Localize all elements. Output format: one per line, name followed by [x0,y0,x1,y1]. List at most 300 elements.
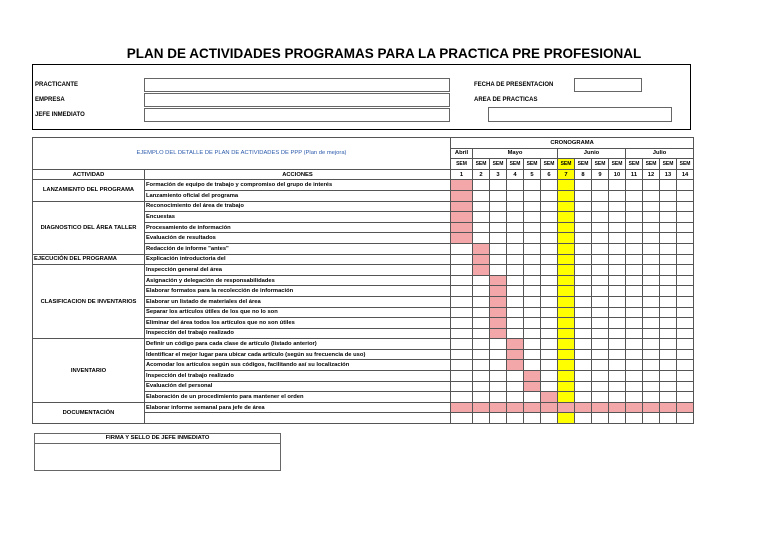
week-cell[interactable] [451,233,473,244]
week-cell[interactable] [558,328,575,339]
week-cell[interactable] [660,180,677,191]
week-cell[interactable] [575,201,592,212]
week-cell[interactable] [592,275,609,286]
week-cell[interactable] [575,371,592,382]
week-cell[interactable] [660,190,677,201]
week-cell[interactable] [609,360,626,371]
week-cell[interactable] [677,180,694,191]
week-cell[interactable] [490,307,507,318]
week-cell[interactable] [490,254,507,265]
week-cell[interactable] [643,339,660,350]
week-cell[interactable] [524,286,541,297]
week-cell[interactable] [592,392,609,403]
week-cell[interactable] [490,339,507,350]
week-cell[interactable] [558,275,575,286]
week-cell[interactable] [643,233,660,244]
week-cell[interactable] [490,286,507,297]
week-cell[interactable] [541,413,558,424]
week-cell[interactable] [541,328,558,339]
week-cell[interactable] [660,307,677,318]
week-cell[interactable] [451,190,473,201]
week-cell[interactable] [643,201,660,212]
week-cell[interactable] [507,339,524,350]
week-cell[interactable] [558,402,575,413]
week-cell[interactable] [592,318,609,329]
week-cell[interactable] [507,371,524,382]
week-cell[interactable] [643,392,660,403]
week-cell[interactable] [643,328,660,339]
week-cell[interactable] [609,233,626,244]
week-cell[interactable] [626,275,643,286]
week-cell[interactable] [626,190,643,201]
week-cell[interactable] [609,339,626,350]
week-cell[interactable] [558,349,575,360]
week-cell[interactable] [677,381,694,392]
week-cell[interactable] [592,402,609,413]
week-cell[interactable] [643,222,660,233]
week-cell[interactable] [558,307,575,318]
week-cell[interactable] [592,286,609,297]
week-cell[interactable] [524,233,541,244]
week-cell[interactable] [473,318,490,329]
week-cell[interactable] [451,381,473,392]
week-cell[interactable] [609,190,626,201]
week-cell[interactable] [558,339,575,350]
week-cell[interactable] [643,318,660,329]
week-cell[interactable] [626,402,643,413]
week-cell[interactable] [558,190,575,201]
week-cell[interactable] [609,413,626,424]
empresa-field[interactable] [144,93,450,107]
week-cell[interactable] [524,328,541,339]
week-cell[interactable] [490,265,507,276]
week-cell[interactable] [575,243,592,254]
week-cell[interactable] [490,180,507,191]
week-cell[interactable] [524,307,541,318]
week-cell[interactable] [490,402,507,413]
week-cell[interactable] [451,328,473,339]
week-cell[interactable] [541,349,558,360]
week-cell[interactable] [524,190,541,201]
week-cell[interactable] [626,392,643,403]
week-cell[interactable] [660,212,677,223]
week-cell[interactable] [643,307,660,318]
week-cell[interactable] [558,212,575,223]
week-cell[interactable] [558,286,575,297]
week-cell[interactable] [592,307,609,318]
week-cell[interactable] [609,402,626,413]
week-cell[interactable] [558,296,575,307]
week-cell[interactable] [660,318,677,329]
week-cell[interactable] [507,286,524,297]
week-cell[interactable] [451,180,473,191]
week-cell[interactable] [507,243,524,254]
week-cell[interactable] [609,254,626,265]
week-cell[interactable] [626,222,643,233]
week-cell[interactable] [451,254,473,265]
jefe-field[interactable] [144,108,450,122]
week-cell[interactable] [677,233,694,244]
week-cell[interactable] [660,381,677,392]
week-cell[interactable] [643,381,660,392]
week-cell[interactable] [490,296,507,307]
week-cell[interactable] [473,371,490,382]
week-cell[interactable] [507,201,524,212]
week-cell[interactable] [609,243,626,254]
week-cell[interactable] [660,265,677,276]
week-cell[interactable] [473,381,490,392]
week-cell[interactable] [490,201,507,212]
week-cell[interactable] [507,349,524,360]
week-cell[interactable] [473,296,490,307]
week-cell[interactable] [473,328,490,339]
week-cell[interactable] [451,349,473,360]
week-cell[interactable] [626,201,643,212]
week-cell[interactable] [524,349,541,360]
week-cell[interactable] [473,190,490,201]
week-cell[interactable] [626,360,643,371]
week-cell[interactable] [473,392,490,403]
week-cell[interactable] [575,180,592,191]
week-cell[interactable] [660,254,677,265]
week-cell[interactable] [677,212,694,223]
week-cell[interactable] [643,286,660,297]
week-cell[interactable] [490,328,507,339]
firma-space[interactable] [35,444,280,470]
week-cell[interactable] [558,243,575,254]
area-field[interactable] [488,107,672,122]
week-cell[interactable] [677,339,694,350]
week-cell[interactable] [507,328,524,339]
week-cell[interactable] [490,222,507,233]
week-cell[interactable] [592,180,609,191]
week-cell[interactable] [626,328,643,339]
week-cell[interactable] [451,392,473,403]
practicante-field[interactable] [144,78,450,92]
week-cell[interactable] [541,180,558,191]
week-cell[interactable] [626,265,643,276]
week-cell[interactable] [592,201,609,212]
week-cell[interactable] [643,349,660,360]
week-cell[interactable] [541,222,558,233]
week-cell[interactable] [660,328,677,339]
week-cell[interactable] [643,413,660,424]
week-cell[interactable] [592,381,609,392]
week-cell[interactable] [609,201,626,212]
week-cell[interactable] [592,360,609,371]
week-cell[interactable] [507,275,524,286]
week-cell[interactable] [524,275,541,286]
week-cell[interactable] [490,413,507,424]
week-cell[interactable] [592,296,609,307]
week-cell[interactable] [507,318,524,329]
week-cell[interactable] [541,243,558,254]
week-cell[interactable] [558,180,575,191]
week-cell[interactable] [592,243,609,254]
week-cell[interactable] [558,265,575,276]
week-cell[interactable] [451,243,473,254]
week-cell[interactable] [490,275,507,286]
week-cell[interactable] [626,318,643,329]
week-cell[interactable] [524,318,541,329]
week-cell[interactable] [592,222,609,233]
week-cell[interactable] [473,349,490,360]
week-cell[interactable] [575,307,592,318]
week-cell[interactable] [609,328,626,339]
week-cell[interactable] [541,339,558,350]
week-cell[interactable] [473,254,490,265]
week-cell[interactable] [558,392,575,403]
week-cell[interactable] [609,212,626,223]
week-cell[interactable] [451,402,473,413]
week-cell[interactable] [575,212,592,223]
week-cell[interactable] [643,243,660,254]
week-cell[interactable] [575,349,592,360]
week-cell[interactable] [473,233,490,244]
week-cell[interactable] [524,265,541,276]
week-cell[interactable] [473,275,490,286]
week-cell[interactable] [609,180,626,191]
week-cell[interactable] [592,413,609,424]
week-cell[interactable] [677,254,694,265]
week-cell[interactable] [643,254,660,265]
week-cell[interactable] [490,371,507,382]
week-cell[interactable] [575,222,592,233]
week-cell[interactable] [609,296,626,307]
week-cell[interactable] [592,233,609,244]
week-cell[interactable] [524,296,541,307]
week-cell[interactable] [490,349,507,360]
week-cell[interactable] [507,402,524,413]
week-cell[interactable] [558,371,575,382]
week-cell[interactable] [626,286,643,297]
week-cell[interactable] [451,307,473,318]
week-cell[interactable] [451,212,473,223]
week-cell[interactable] [609,275,626,286]
week-cell[interactable] [473,286,490,297]
week-cell[interactable] [541,265,558,276]
week-cell[interactable] [507,307,524,318]
week-cell[interactable] [473,265,490,276]
week-cell[interactable] [558,233,575,244]
week-cell[interactable] [677,275,694,286]
week-cell[interactable] [524,201,541,212]
week-cell[interactable] [524,360,541,371]
week-cell[interactable] [643,265,660,276]
week-cell[interactable] [473,307,490,318]
week-cell[interactable] [592,339,609,350]
week-cell[interactable] [558,201,575,212]
week-cell[interactable] [490,392,507,403]
week-cell[interactable] [558,318,575,329]
week-cell[interactable] [592,328,609,339]
week-cell[interactable] [677,222,694,233]
week-cell[interactable] [490,190,507,201]
week-cell[interactable] [660,413,677,424]
week-cell[interactable] [541,381,558,392]
week-cell[interactable] [507,190,524,201]
week-cell[interactable] [524,222,541,233]
week-cell[interactable] [575,413,592,424]
week-cell[interactable] [558,222,575,233]
week-cell[interactable] [643,180,660,191]
week-cell[interactable] [524,371,541,382]
week-cell[interactable] [660,360,677,371]
week-cell[interactable] [677,413,694,424]
week-cell[interactable] [660,275,677,286]
week-cell[interactable] [677,349,694,360]
week-cell[interactable] [541,392,558,403]
week-cell[interactable] [643,402,660,413]
week-cell[interactable] [524,392,541,403]
week-cell[interactable] [677,286,694,297]
week-cell[interactable] [541,233,558,244]
week-cell[interactable] [558,360,575,371]
week-cell[interactable] [524,254,541,265]
week-cell[interactable] [541,275,558,286]
week-cell[interactable] [558,254,575,265]
week-cell[interactable] [677,392,694,403]
week-cell[interactable] [541,307,558,318]
week-cell[interactable] [575,190,592,201]
week-cell[interactable] [677,318,694,329]
week-cell[interactable] [490,360,507,371]
week-cell[interactable] [626,180,643,191]
week-cell[interactable] [677,190,694,201]
week-cell[interactable] [473,402,490,413]
week-cell[interactable] [609,307,626,318]
week-cell[interactable] [575,381,592,392]
week-cell[interactable] [609,349,626,360]
week-cell[interactable] [507,360,524,371]
week-cell[interactable] [643,296,660,307]
week-cell[interactable] [626,413,643,424]
week-cell[interactable] [575,275,592,286]
week-cell[interactable] [473,222,490,233]
week-cell[interactable] [643,275,660,286]
week-cell[interactable] [626,339,643,350]
week-cell[interactable] [609,392,626,403]
week-cell[interactable] [507,413,524,424]
week-cell[interactable] [541,402,558,413]
week-cell[interactable] [541,296,558,307]
week-cell[interactable] [592,371,609,382]
week-cell[interactable] [473,180,490,191]
week-cell[interactable] [677,265,694,276]
week-cell[interactable] [660,201,677,212]
week-cell[interactable] [575,318,592,329]
week-cell[interactable] [609,222,626,233]
week-cell[interactable] [507,392,524,403]
week-cell[interactable] [575,296,592,307]
week-cell[interactable] [609,286,626,297]
week-cell[interactable] [643,360,660,371]
week-cell[interactable] [524,180,541,191]
week-cell[interactable] [575,254,592,265]
week-cell[interactable] [451,275,473,286]
week-cell[interactable] [626,243,643,254]
week-cell[interactable] [541,254,558,265]
week-cell[interactable] [592,212,609,223]
week-cell[interactable] [626,233,643,244]
week-cell[interactable] [626,307,643,318]
week-cell[interactable] [524,381,541,392]
week-cell[interactable] [490,318,507,329]
week-cell[interactable] [524,413,541,424]
week-cell[interactable] [592,349,609,360]
week-cell[interactable] [507,233,524,244]
week-cell[interactable] [660,286,677,297]
week-cell[interactable] [609,381,626,392]
week-cell[interactable] [626,349,643,360]
week-cell[interactable] [451,201,473,212]
week-cell[interactable] [609,318,626,329]
week-cell[interactable] [451,413,473,424]
week-cell[interactable] [575,328,592,339]
week-cell[interactable] [451,339,473,350]
week-cell[interactable] [473,212,490,223]
week-cell[interactable] [490,243,507,254]
week-cell[interactable] [541,190,558,201]
week-cell[interactable] [473,339,490,350]
week-cell[interactable] [592,254,609,265]
week-cell[interactable] [626,381,643,392]
week-cell[interactable] [451,296,473,307]
week-cell[interactable] [507,180,524,191]
week-cell[interactable] [660,339,677,350]
week-cell[interactable] [451,265,473,276]
week-cell[interactable] [660,392,677,403]
week-cell[interactable] [558,381,575,392]
week-cell[interactable] [643,190,660,201]
week-cell[interactable] [677,371,694,382]
week-cell[interactable] [507,381,524,392]
week-cell[interactable] [524,243,541,254]
week-cell[interactable] [575,265,592,276]
week-cell[interactable] [507,296,524,307]
week-cell[interactable] [541,360,558,371]
week-cell[interactable] [626,212,643,223]
week-cell[interactable] [660,402,677,413]
week-cell[interactable] [524,402,541,413]
week-cell[interactable] [575,402,592,413]
week-cell[interactable] [677,360,694,371]
week-cell[interactable] [451,371,473,382]
week-cell[interactable] [541,318,558,329]
week-cell[interactable] [524,339,541,350]
week-cell[interactable] [451,222,473,233]
week-cell[interactable] [626,371,643,382]
week-cell[interactable] [626,296,643,307]
week-cell[interactable] [541,201,558,212]
week-cell[interactable] [451,360,473,371]
week-cell[interactable] [541,212,558,223]
week-cell[interactable] [677,328,694,339]
week-cell[interactable] [660,371,677,382]
week-cell[interactable] [643,212,660,223]
week-cell[interactable] [677,201,694,212]
week-cell[interactable] [473,243,490,254]
week-cell[interactable] [575,286,592,297]
week-cell[interactable] [592,265,609,276]
week-cell[interactable] [575,360,592,371]
week-cell[interactable] [677,243,694,254]
week-cell[interactable] [524,212,541,223]
week-cell[interactable] [490,233,507,244]
week-cell[interactable] [660,349,677,360]
week-cell[interactable] [473,413,490,424]
week-cell[interactable] [507,254,524,265]
